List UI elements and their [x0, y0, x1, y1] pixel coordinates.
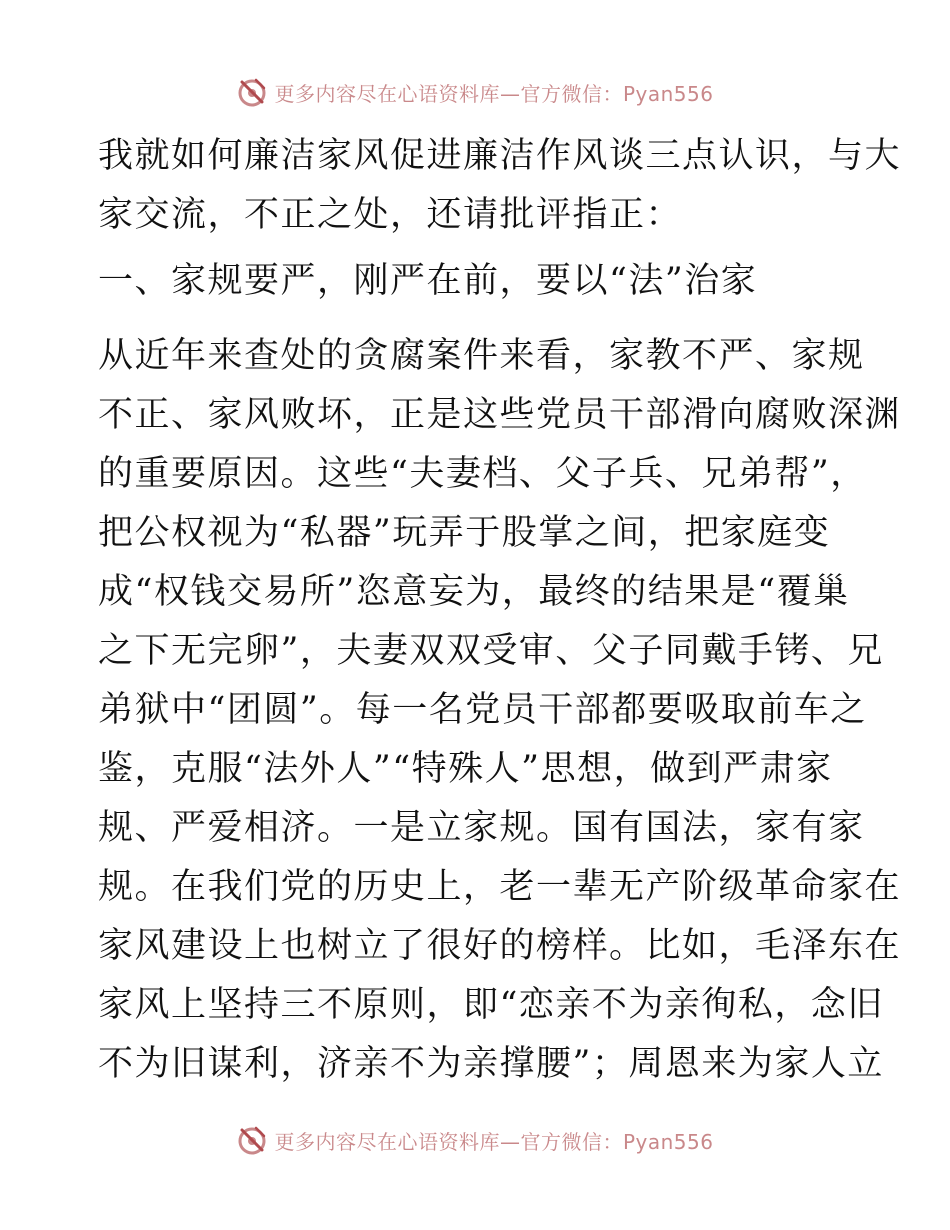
heading-line: 一、家规要严，刚严在前，要以“法”治家: [98, 261, 758, 301]
text-line: 我就如何廉洁家风促进廉洁作风谈三点认识，与大: [98, 136, 902, 176]
footer-watermark: [0, 1120, 950, 1160]
text-line: 之下无完卵”，夫妻双双受审、父子同戴手铐、兄: [98, 631, 884, 671]
text-line: 成“权钱交易所”恣意妄为，最终的结果是“覆巢: [98, 572, 850, 612]
header-watermark: [0, 72, 950, 112]
text-line: 不正、家风败坏，正是这些党员干部滑向腐败深渊: [98, 395, 902, 435]
section-heading: [98, 252, 858, 311]
text-line: 不为旧谋利，济亲不为亲撑腰”；周恩来为家人立: [98, 1044, 884, 1084]
text-line: 的重要原因。这些“夫妻档、父子兵、兄弟帮”，: [98, 454, 867, 494]
text-line: 把公权视为“私器”玩弄于股掌之间，把家庭变: [98, 513, 831, 553]
document-body: [98, 127, 902, 245]
brand-logo-icon: [236, 1124, 268, 1156]
watermark-text: 更多内容尽在心语资料库—官方微信：Pyan556: [274, 81, 714, 106]
text-line: 从近年来查处的贪腐案件来看，家教不严、家规: [98, 336, 865, 376]
brand-logo-icon: [236, 76, 268, 108]
text-line: 家交流，不正之处，还请批评指正：: [98, 195, 683, 235]
watermark-text: 更多内容尽在心语资料库—官方微信：Pyan556: [274, 1129, 714, 1154]
text-line: 鉴，克服“法外人”“特殊人”思想，做到严肃家: [98, 749, 833, 789]
text-line: 规。在我们党的历史上，老一辈无产阶级革命家在: [98, 867, 902, 907]
text-line: 弟狱中“团圆”。每一名党员干部都要吸取前车之: [98, 690, 867, 730]
text-line: 家风建设上也树立了很好的榜样。比如，毛泽东在: [98, 926, 902, 966]
text-line: 家风上坚持三不原则，即“恋亲不为亲徇私，念旧: [98, 985, 884, 1025]
text-line: 规、严爱相济。一是立家规。国有国法，家有家: [98, 808, 865, 848]
document-paragraph: [98, 327, 902, 1094]
